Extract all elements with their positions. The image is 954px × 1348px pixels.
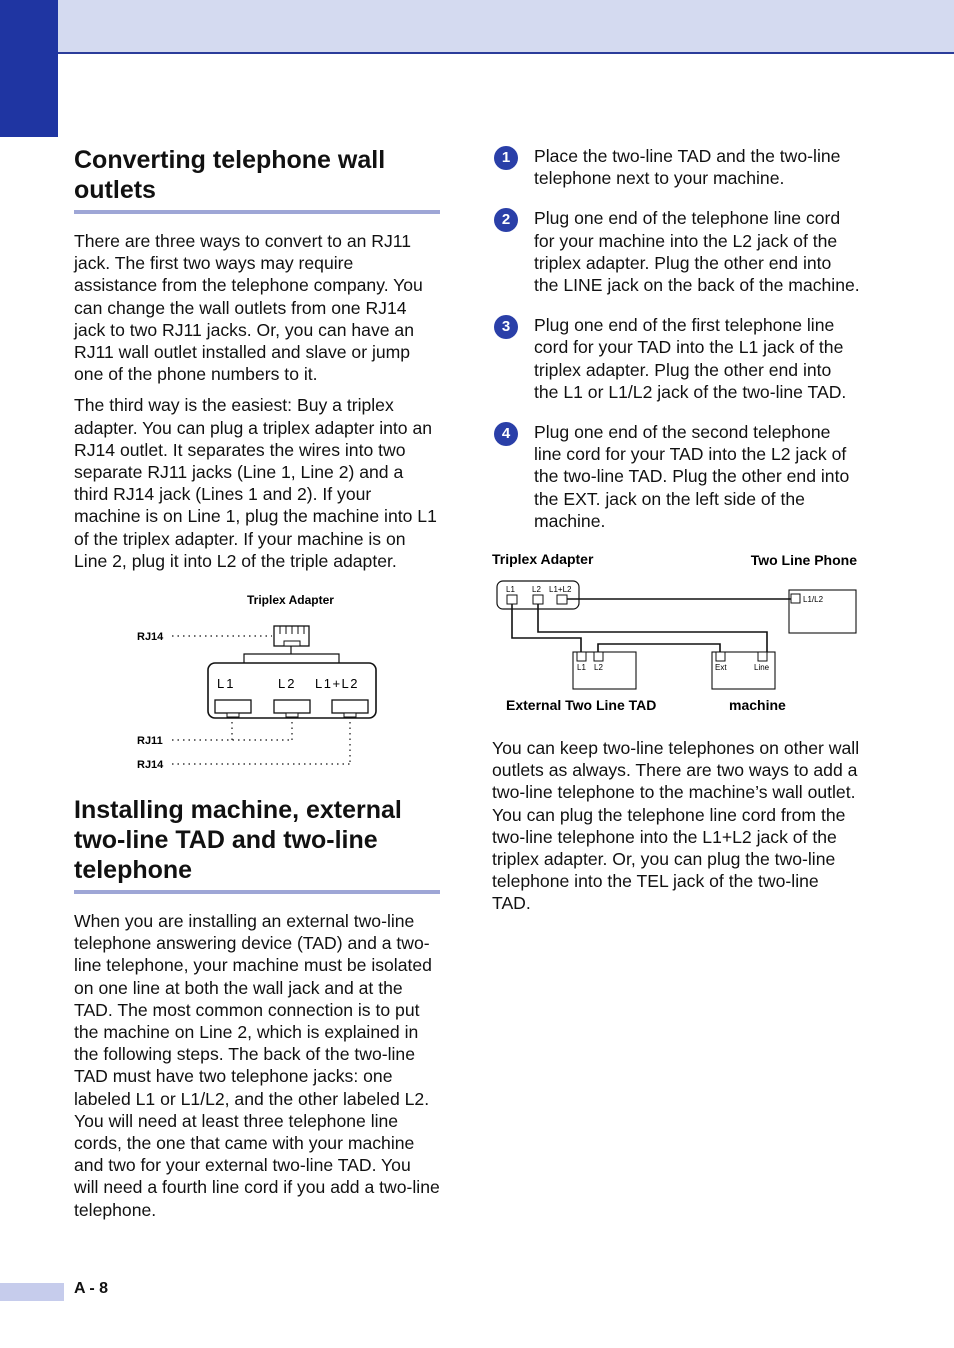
adapter-port-l1l2-label: L1+L2 [315, 676, 360, 692]
section1-paragraph-2: The third way is the easiest: Buy a triplex adapter. You can plug a triplex adapter into an RJ14 outlet. It separates the wires into two separate RJ11 jacks (Line 1, Line 2) and a third RJ14 jack (Lines 1 and 2). If your machine is on Line 1, plug the machine into L1 of the triplex adapter. If your machine is on Line 2, plug it into L2 of the triple adapter. [74, 395, 437, 571]
wiring-figure [492, 548, 860, 723]
step-3-number: 3 [494, 315, 518, 339]
wiring-machine-jack-ext [716, 652, 725, 661]
wiring-machine-label: machine [729, 697, 786, 714]
label-rj14-bottom: RJ14 [137, 759, 164, 772]
step-4-text: Plug one end of the second telephone line cord for your TAD into the L2 jack of the two-line TAD. Plug the other end into the EXT. jack on the left side of the machine. [534, 422, 850, 531]
wiring-adapter-jack-l1l2 [557, 595, 567, 604]
wiring-triplex-label: Triplex Adapter [492, 551, 594, 568]
jack-l1-notch [227, 713, 239, 717]
step-4-number: 4 [494, 422, 518, 446]
label-rj14-top: RJ14 [137, 631, 164, 644]
section2-paragraph: When you are installing an external two-line telephone answering device (TAD) and a two-line telephone, your machine must be isolated on one line at both the wall jack and at the TAD. The most common connection is to put the machine on Line 2, which is explained in the following steps. The back of the two-line TAD must have two telephone jacks: one labeled L1 or L1/L2, and the other labeled L2. You will need at least three telephone line cords, the one that came with your machine and two for your external two-line TAD. You will need a fourth line cord if you add a two-line telephone. [74, 911, 440, 1220]
wiring-adapter-jack-l1 [507, 595, 517, 604]
adapter-jack-l1 [215, 700, 251, 713]
wiring-tad-jack-l1 [577, 652, 586, 661]
page-number: A - 8 [74, 1280, 109, 1297]
adapter-jack-l2 [274, 700, 310, 713]
wiring-machine-ext-label: Ext [715, 663, 727, 673]
wiring-machine-jack-line [758, 652, 767, 661]
wiring-phone-port: L1/L2 [803, 595, 824, 605]
triplex-adapter-figure [74, 582, 440, 777]
step-2-number: 2 [494, 208, 518, 232]
wiring-machine-line-label: Line [754, 663, 770, 673]
footer-band [0, 1283, 64, 1301]
adapter-jack-l1l2 [332, 700, 368, 713]
step-1-number: 1 [494, 146, 518, 170]
section2-title: Installing machine, external two-line TAD and two-line telephone [74, 796, 402, 885]
wiring-tad-label: External Two Line TAD [506, 697, 657, 714]
section1-rule [74, 210, 440, 214]
wiring-adapter-jack-l2 [533, 595, 543, 604]
wiring-phone-label: Two Line Phone [750, 552, 857, 569]
step-4 [492, 421, 860, 532]
wiring-adapter-l2: L2 [532, 585, 541, 595]
wiring-tad-l2-label: L2 [594, 663, 603, 673]
wiring-tad-jack-l2 [594, 652, 603, 661]
right-column [492, 145, 860, 924]
wiring-adapter-l1: L1 [506, 585, 515, 595]
step-3 [492, 314, 860, 403]
closing-paragraph: You can keep two-line telephones on other wall outlets as always. There are two ways to add a two-line telephone to the machine’s wall outlet. You can plug the telephone line cord from the two-line telephone into the L1+L2 jack of the triplex adapter. Or, you can plug the two-line telephone into the TEL jack of the two-line TAD. [492, 738, 860, 914]
adapter-figure-title: Triplex Adapter [247, 593, 334, 608]
section1-paragraph-1: There are three ways to convert to an RJ11 jack. The first two ways may require assistance from the telephone company. You can change the wall outlets from one RJ14 jack to two RJ11 jacks. Or, you can have an RJ11 wall outlet installed and slave or jump one of the phone numbers to it. [74, 231, 423, 385]
step-2-text: Plug one end of the telephone line cord for your machine into the L2 jack of the triplex adapter. Plug the other end into the LINE jack on the back of the machine. [534, 208, 860, 296]
left-column [74, 145, 440, 1230]
adapter-port-l1-label: L1 [217, 676, 236, 692]
section1-title: Converting telephone wall outlets [74, 146, 386, 204]
jack-l2-notch [286, 713, 298, 717]
wiring-phone-jack [791, 594, 800, 603]
cord-tad-to-ext [598, 644, 720, 652]
chapter-tab [0, 0, 58, 137]
step-1 [492, 145, 860, 189]
step-2 [492, 207, 860, 296]
wiring-adapter-l1l2: L1+L2 [549, 585, 572, 595]
step-3-text: Plug one end of the first telephone line cord for your TAD into the L1 jack of the triplex adapter. Plug the other end into the L1 or L1/L2 jack of the two-line TAD. [534, 315, 847, 402]
jack-l1l2-notch [344, 713, 356, 717]
adapter-port-l2-label: L2 [278, 676, 297, 692]
wiring-tad-l1-label: L1 [577, 663, 586, 673]
plug-tab [284, 641, 300, 646]
header-band [0, 0, 954, 54]
cord-l1-to-tad [512, 604, 581, 652]
label-rj11: RJ11 [137, 735, 163, 748]
step-1-text: Place the two-line TAD and the two-line telephone next to your machine. [534, 146, 841, 189]
section2-rule [74, 890, 440, 894]
